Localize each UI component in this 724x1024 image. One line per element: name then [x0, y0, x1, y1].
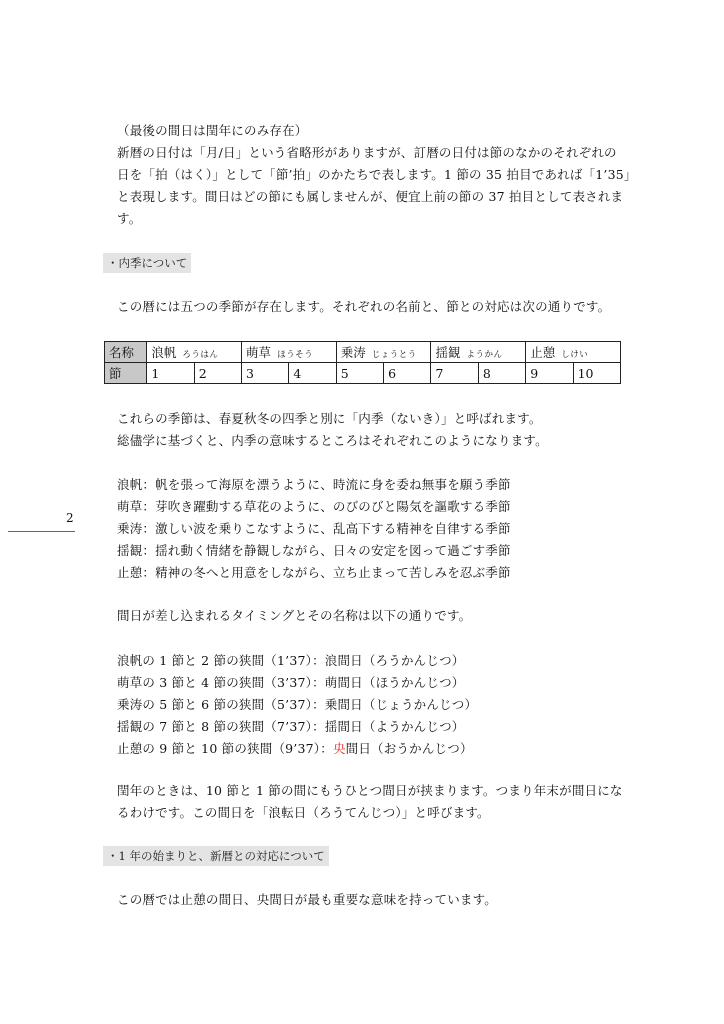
season-reading: ろうはん [182, 350, 219, 360]
season-table [104, 341, 621, 384]
intro-line-1: （最後の間日は閏年にのみ存在） [117, 123, 308, 138]
name-label-cell: 名称 [105, 342, 147, 363]
season-cell-housou [242, 342, 337, 363]
season-reading: しけい [561, 350, 589, 360]
season-name: 止憩 [530, 345, 556, 360]
mabi-item-ou-highlight: 央 [332, 741, 346, 756]
section1-intro: この暦には五つの季節が存在します。それぞれの名前と、節との対応は次の通りです。 [117, 299, 611, 314]
setsu-cell: 10 [573, 363, 620, 384]
mabi-item-jou: 乗涛の 5 節と 6 節の狭間（5’37）：乗間日（じょうかんじつ） [117, 697, 478, 712]
setsu-label-cell: 節 [105, 363, 147, 384]
setsu-cell: 6 [384, 363, 431, 384]
season-name: 萌草 [246, 345, 272, 360]
setsu-cell: 5 [336, 363, 383, 384]
mabi-intro: 間日が差し込まれるタイミングとその名称は以下の通りです。 [117, 608, 472, 623]
season-cell-rouhan [147, 342, 242, 363]
setsu-cell: 2 [194, 363, 241, 384]
mabi-item-ou-suffix: 間日（おうかんじつ） [345, 741, 473, 756]
season-cell-shikei [526, 342, 621, 363]
season-reading: ようかん [466, 350, 503, 360]
setsu-cell: 3 [242, 363, 289, 384]
season-name: 浪帆 [151, 345, 177, 360]
meaning-joutou: 乗涛：激しい波を乗りこなすように、乱高下する精神を自律する季節 [117, 521, 511, 536]
page-number-rule [8, 531, 75, 532]
naiki-line-1: これらの季節は、春夏秋冬の四季と別に「内季（ないき）」と呼ばれます。 [117, 411, 542, 426]
setsu-cell: 4 [289, 363, 336, 384]
table-row-names [105, 342, 621, 363]
setsu-cell: 7 [431, 363, 478, 384]
season-cell-youkan [431, 342, 526, 363]
meaning-housou: 萌草：芽吹き躍動する草花のように、のびのびと陽気を謳歌する季節 [117, 499, 511, 514]
season-reading: じょうとう [371, 350, 417, 360]
intro-line-5: す。 [117, 211, 142, 226]
mabi-item-ou-prefix: 止憩の 9 節と 10 節の狭間（9’37）： [117, 741, 333, 756]
mabi-item-hou: 萌草の 3 節と 4 節の狭間（3’37）：萌間日（ほうかんじつ） [117, 675, 465, 690]
season-name: 揺観 [435, 345, 461, 360]
mabi-item-ou [117, 738, 637, 760]
intro-line-4: と表現します。間日はどの節にも属しませんが、便宜上前の節の 37 拍目として表されま [117, 189, 624, 204]
section-heading-naiki: ・内季について [103, 253, 191, 273]
meaning-rouhan: 浪帆：帆を張って海原を漂うように、時流に身を委ね無事を願う季節 [117, 477, 511, 492]
naiki-line-2: 総儘学に基づくと、内季の意味するところはそれぞれこのようになります。 [117, 433, 548, 448]
setsu-cell: 8 [478, 363, 525, 384]
leap-line-1: 閏年のときは、10 節と 1 節の間にもうひとつ間日が挟まります。つまり年末が間日にな [117, 783, 623, 798]
table-row-setsu [105, 363, 621, 384]
section2-intro: この暦では止憩の間日、央間日が最も重要な意味を持っています。 [117, 892, 498, 907]
season-cell-joutou [336, 342, 431, 363]
setsu-cell: 9 [526, 363, 573, 384]
setsu-cell: 1 [147, 363, 194, 384]
season-name: 乗涛 [340, 345, 366, 360]
meaning-youkan: 揺観：揺れ動く情緒を静観しながら、日々の安定を図って過ごす季節 [117, 543, 511, 558]
section-heading-year-start: ・1 年の始まりと、新暦との対応について [103, 846, 329, 866]
page-number: 2 [66, 511, 74, 525]
intro-line-2: 新暦の日付は「月/日」という省略形がありますが、訂暦の日付は節のなかのそれぞれの [117, 145, 617, 160]
leap-line-2: るわけです。この間日を「浪転日（ろうてんじつ）」と呼びます。 [117, 805, 490, 820]
mabi-item-you: 揺観の 7 節と 8 節の狭間（7’37）：揺間日（ようかんじつ） [117, 719, 465, 734]
intro-line-3: 日を「拍（はく）」として「節’拍」のかたちで表します。1 節の 35 拍目であれば「1’35」 [117, 167, 637, 182]
mabi-item-rou: 浪帆の 1 節と 2 節の狭間（1’37）：浪間日（ろうかんじつ） [117, 653, 465, 668]
meaning-shikei: 止憩：精神の冬へと用意をしながら、立ち止まって苦しみを忍ぶ季節 [117, 565, 511, 580]
season-reading: ほうそう [277, 350, 314, 360]
